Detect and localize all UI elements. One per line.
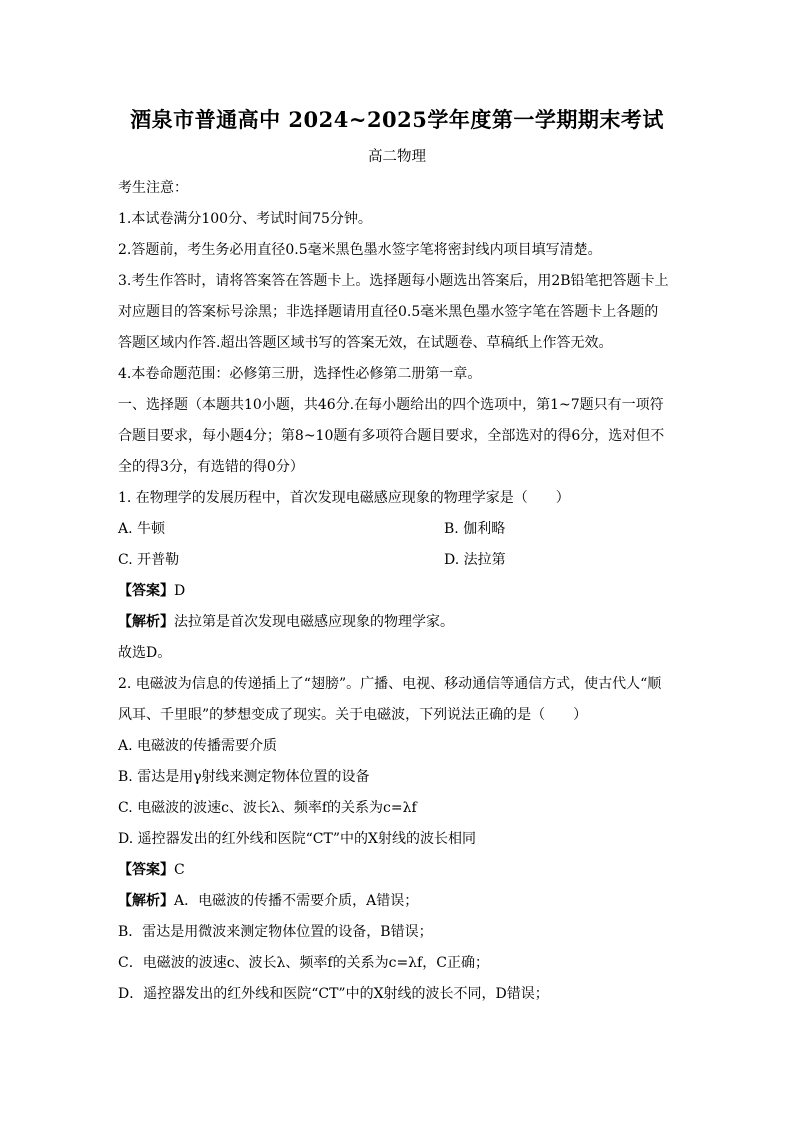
question-2-option-c: C. 电磁波的波速c、波长λ、频率f的关系为c=λf (118, 800, 417, 816)
notice-item: 对应题目的答案标号涂黑；非选择题请用直径0.5毫米黑色墨水签字笔在答题卡上各题的 (118, 304, 659, 320)
notice-item: 1.本试卷满分100分、考试时间75分钟。 (118, 211, 372, 227)
answer-tag: 【答案】 (118, 583, 174, 599)
question-2-option-a: A. 电磁波的传播需要介质 (118, 738, 278, 754)
notice-heading: 考生注意： (118, 180, 188, 196)
answer-value: C (174, 862, 185, 878)
question-1-options-row (118, 514, 683, 545)
question-1-answer (118, 576, 683, 607)
question-1-analysis (118, 607, 683, 638)
answer-value: D (174, 583, 186, 599)
question-2-analysis (118, 886, 683, 917)
question-2-analysis-line: D．遥控器发出的红外线和医院“CT”中的X射线的波长不同，D错误； (118, 986, 549, 1002)
question-2-stem: 2. 电磁波为信息的传递插上了“翅膀”。广播、电视、移动通信等通信方式，使古代人“顺 (118, 676, 662, 692)
exam-subject: 高二物理 (368, 149, 426, 165)
question-1-conclusion: 故选D。 (118, 645, 172, 661)
exam-content (118, 173, 683, 1010)
question-2-stem: 风耳、千里眼”的梦想变成了现实。关于电磁波，下列说法正确的是（ ） (118, 707, 588, 723)
analysis-text: 法拉第是首次发现电磁感应现象的物理学家。 (174, 614, 454, 630)
analysis-tag: 【解析】 (118, 893, 174, 909)
notice-item: 答题区域内作答.超出答题区域书写的答案无效，在试题卷、草稿纸上作答无效。 (118, 335, 613, 351)
question-1-option-b: B. 伽利略 (444, 521, 506, 537)
question-2-answer (118, 855, 683, 886)
analysis-tag: 【解析】 (118, 614, 174, 630)
question-1-stem: 1. 在物理学的发展历程中，首次发现电磁感应现象的物理学家是（ ） (118, 490, 570, 506)
question-1-option-d: D. 法拉第 (444, 552, 506, 568)
question-2-option-b: B. 雷达是用γ射线来测定物体位置的设备 (118, 769, 370, 785)
notice-item: 3.考生作答时，请将答案答在答题卡上。选择题每小题选出答案后，用2B铅笔把答题卡上 (118, 273, 669, 289)
analysis-text: A．电磁波的传播不需要介质，A错误； (174, 893, 419, 909)
question-2-option-d: D. 遥控器发出的红外线和医院“CT”中的X射线的波长相同 (118, 831, 476, 847)
section-text: 全的得3分，有选错的得0分） (118, 459, 304, 475)
section-text: 合题目要求，每小题4分；第8~10题有多项符合题目要求，全部选对的得6分，选对但不 (118, 428, 665, 444)
question-2-analysis-line: B．雷达是用微波来测定物体位置的设备，B错误； (118, 924, 433, 940)
section-heading: 一、选择题（本题共10小题，共46分.在每小题给出的四个选项中，第1~7题只有一项符 (118, 397, 664, 413)
exam-title: 酒泉市普通高中 2024~2025学年度第一学期期末考试 (130, 107, 664, 132)
question-1-option-c: C. 开普勒 (118, 552, 180, 568)
question-1-options-row (118, 545, 683, 576)
notice-item: 2.答题前，考生务必用直径0.5毫米黑色墨水签字笔将密封线内项目填写清楚。 (118, 242, 602, 258)
question-2-analysis-line: C．电磁波的波速c、波长λ、频率f的关系为c=λf，C正确； (118, 955, 489, 971)
notice-item: 4.本卷命题范围：必修第三册，选择性必修第二册第一章。 (118, 366, 482, 382)
question-1-option-a: A. 牛顿 (118, 521, 166, 537)
answer-tag: 【答案】 (118, 862, 174, 878)
